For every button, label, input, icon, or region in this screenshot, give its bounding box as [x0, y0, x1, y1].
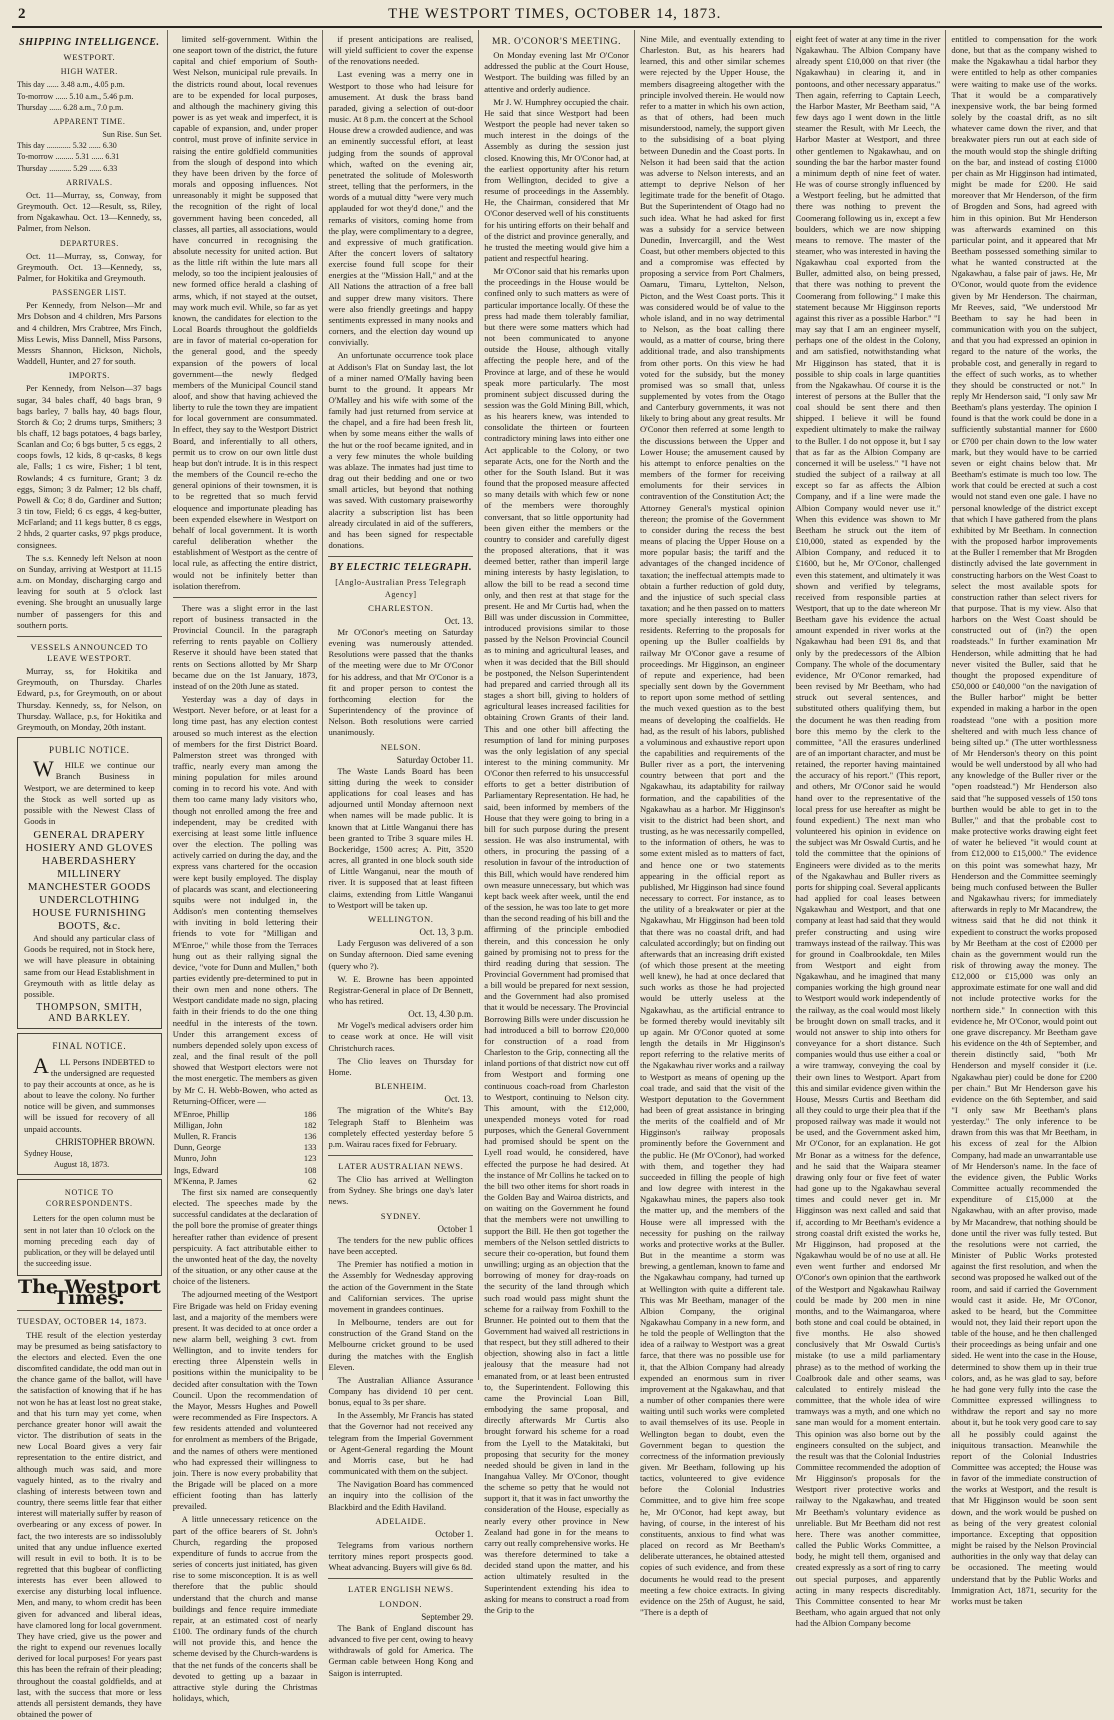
candidate-name: Ings, Edward — [173, 1165, 219, 1175]
wellington-heading: WELLINGTON. — [368, 913, 434, 924]
telegram-text: In the Assembly, Mr Francis has stated that the Governor had not received any telegram from the Imperial Government or Agent-General regarding the Mount and Morris case, but he had communicated with them on the subject. — [328, 1410, 474, 1477]
vote-count: 108 — [303, 1165, 317, 1175]
goods-item: BOOTS, &c. — [57, 920, 121, 933]
dateline: Saturday October 11. — [396, 754, 474, 765]
divider — [17, 636, 162, 637]
vessels-heading: VESSELS ANNOUNCED TO LEAVE WESTPORT. — [30, 641, 149, 663]
columns — [12, 30, 1102, 1719]
sydney-heading: SYDNEY. — [380, 1210, 421, 1221]
arrivals-subhead: ARRIVALS. — [66, 177, 113, 187]
masthead — [12, 6, 1102, 28]
issue-dateline: TUESDAY, OCTOBER 14, 1873. — [17, 1315, 147, 1326]
public-notice-text: WHILE we continue our Branch Business in Westport, we are determined to keep the Stock as well sorted up as possible with the Newest Class of Goods in — [24, 756, 155, 826]
telegram-text: The migration of the White's Bay Telegraph Staff to Blenheim was completely effected yesterday before 5 p.m. Wairau races fixed for February. — [328, 1105, 474, 1149]
table-row — [173, 1153, 318, 1164]
article-paragraph: The adjourned meeting of the Westport Fire Brigade was held on Friday evening last, and a majority of the members were present. It was decided to at once order a new alarm bell, weighing 3 cwt. from Wellington, and to invite tenders for erecting three Alpenstein wells in positions within the municipality to be decided after consultation with the Town Council. Upon the recommendation of the Mayor, Messrs Hughes and Powell were recommended as Fire Inspectors. A few residents attended and volunteered for enrolment as members of the Brigade, and the names of others were mentioned who had expressed their willingness to join. There is now every probability that the Brigade will be placed on a more efficient footing than has latterly prevailed. — [172, 1289, 318, 1512]
goods-item: HABERDASHERY — [42, 855, 137, 868]
column-1 — [12, 30, 168, 1719]
arrivals-text: Oct. 11—Murray, ss, Conway, from Greymouth. Oct. 12—Result, ss, Riley, from Ngakawhau. Oct. 13—Kennedy, ss, Palmer, from Nelson. — [17, 189, 162, 234]
table-row — [173, 1176, 318, 1187]
candidate-name: Milligan, John — [173, 1121, 223, 1130]
later-english-heading: LATER ENGLISH NEWS. — [347, 1584, 454, 1595]
imports-subhead: IMPORTS. — [68, 371, 110, 381]
tide-line: To-morrow ...... 5.10 a.m., 5.46 p.m. — [17, 91, 134, 101]
correspondents-text: Letters for the open column must be sent in not later than 10 o'clock on the morning preceding each day of publication, or they will be delayed until the succeeding issue. — [24, 1214, 155, 1269]
dateline: Oct. 13. — [444, 1094, 474, 1105]
correspondents-heading: NOTICE TO CORRESPONDENTS. — [45, 1188, 133, 1209]
passenger-subhead: PASSENGER LIST. — [52, 288, 127, 298]
telegram-text: The tenders for the new public offices have been accepted. — [328, 1234, 474, 1257]
high-water-subhead: HIGH WATER. — [60, 67, 118, 77]
article-paragraph: if present anticipations are realised, will yield sufficient to cover the expense of the renovations needed. — [328, 34, 474, 67]
article-paragraph: The first six named are consequently elected. The speeches made by the successful candidates at the declaration of the poll bore the promise of greater things hereafter rather than evidence of present perspicuity. A fact attributable either to the unwonted heat of the day, the novelty of the situation, or any other cause at the choice of the listeners. — [172, 1186, 318, 1287]
telegram-text: Lady Ferguson was delivered of a son on Sunday afternoon. Died same evening (query who ?). — [328, 938, 474, 971]
meeting-heading: MR. O'CONOR'S MEETING. — [492, 37, 622, 47]
table-row — [173, 1131, 318, 1142]
article-paragraph: An unfortunate occurrence took place at Addison's Flat on Sunday last, the lot of a miner named O'Mally having been burnt to the ground. It appears Mr O'Malley and his wife with some of the family had just returned from service at the chapel, and a fire had been fresh lit, when by some means either the walls of the hut or the roof became ignited, and in a very few minutes the whole building was ablaze. The inmates had just time to drag out their bedding and one or two small articles, but beyond that nothing was saved. With customary praiseworthy alacrity a subscription list has been already circulated in aid of the sufferers, and has been signed for respectable donations. — [328, 350, 474, 551]
dateline: September 29. — [421, 1611, 474, 1622]
column-5 — [635, 30, 791, 1618]
apparent-time-subhead: APPARENT TIME. — [53, 116, 126, 126]
article-paragraph: On Monday evening last Mr O'Conor addressed the public at the Court House, Westport. The building was filled by an attentive and orderly audience. — [484, 50, 629, 94]
column-4 — [479, 30, 635, 1615]
charleston-heading: CHARLESTON. — [368, 602, 434, 613]
vote-count: 182 — [303, 1121, 317, 1130]
telegram-text: Mr O'Conor's meeting on Saturday evening was numerously attended. Resolutions were passed that the thanks of the meeting were due to Mr O'Conor for his address, and that Mr O'Conor is a fit and proper person to contest the forthcoming election for the Superintendency of the province of Nelson. Both resolutions were carried unanimously. — [328, 626, 474, 738]
sun-line: Thursday ........... 5.29 ...... 6.33 — [17, 163, 118, 173]
dateline: Oct. 13, 4.30 p.m. — [408, 1009, 474, 1020]
candidate-name: Munro, John — [173, 1154, 217, 1164]
final-notice-date: August 18, 1873. — [54, 1159, 110, 1169]
dateline: Oct. 13, 3 p.m. — [419, 927, 474, 938]
column-2 — [168, 30, 324, 1703]
article-paragraph: There was a slight error in the last report of business transacted in the Provincial Council. In the paragraph referring to rents payable on Colliery Reserve it should have been stated that rents on Sections allotted by Mr Sharp became due on the 1st January, 1873, instead of on the 20th June as stated. — [172, 602, 318, 691]
candidate-name: Mullen, R. Francis — [173, 1132, 237, 1142]
candidate-name: M'Kenna, P. James — [173, 1176, 238, 1186]
telegram-text: The Premier has notified a motion in the Assembly for Wednesday approving the action of the Government in the State and Californian services. The uprise movement in grandees continues. — [328, 1259, 474, 1314]
firm-signature: THOMPSON, SMITH, AND BARKLEY. — [36, 1002, 143, 1025]
sun-line: To-morrow ......... 5.31 ...... 6.31 — [17, 152, 120, 162]
departures-subhead: DEPARTURES. — [59, 238, 119, 248]
article-paragraph: Mr O'Conor said that his remarks upon the proceedings in the House would be confined only to such matters as were of particular importance locally. Of these the press had made them tolerably familiar, but there were some matters which had not been communicated to anyone outside the House, although vitally affecting the people here, and of the Province at large, and of these he would speak more particularly. The most prominent subject discussed during the session was the Gold Mining Bill, which, as his hearers knew, was intended to consolidate the thirteen or fourteen contradictory mining laws into either one Act applicable to the Colony, or two separate Acts, one for the North and the other for the South Island. But it was found that the proposed measure affected so many details with which few or none of the members were thoroughly conversant, that so little opportunity had been given either the members or the country to consider and carefully digest the proposed alterations, that it was deemed better, rather than imperil large mining interests by hasty legislation, to allow the bill to be read a second time only, and then rest at that stage for the present. He and Mr Curtis had, when the Bill was under discussion in Committee, introduced provisions similar to those passed by the Nelson Provincial Council as to mining and agricultural leases, and when it was decided that the Bill should be postponed, the Nelson Superintendent had prepared and carried through all its stages a short bill, giving to holders of agricultural leases increased facilities for obtaining Crown Grants of their land. This and one other bill affecting the resumption of land for mining purposes was the only legislation of any special interest to the mining community. Mr O'Conor then referred to his unsuccessful efforts to get a better distribution of Parliamentary Representation. He had, he said, been informed by members of the House that they were going to bring in a bill for such purpose during the present session. He was also instrumental, with others, in procuring the passing of a resolution in favour of the introduction of this Bill, which would have rendered him own measure unnecessary, but which was kept back week after week, until the end of the session, he was too late to get more than the second reading of his bill and the affirming of the principle embodied therein, and this concession he only gained by promising not to press for the third reading during that session. The Provincial Government had promised that a bill would be prepared for next session, and the Government had also promised that it would be necessary. The Provincial Borrowing Bills were under discussion he had introduced a bill to borrow £20,000 for construction of a road from Charleston to the Grip, connecting all the inland portions of that district now cut off from Westport and forming one continuous coach-road from Charleston to Westport, continuing to Nelson city. This amount, with the £12,000, unexpended moneys voted for road purposes, which the General Government had promised should be spent on the Lyell road would, he considered, have effected the purpose he had desired. At the instance of Mr Collins he tacked on to the bill two other items for short roads in the Golden Bay and Wairoa districts, and on waiting on the Government he found that the members were not unwilling to support the Bill. He then got together the members of the Nelson settled districts to secure their co-operation, but found them unwilling; urging as an objection that the borrowing of money for dray-roads on the security of the land through which such road would pass might shunt the scheme for a railway from Foxhill to the Brunner. He pointed out to them that the Government had waived all restrictions in that respect, but they still adhered to their objection, showing also in fact a little jealousy that the measure had not emanated from, or at least been entrusted to, the Superintendent. Following this came the Provincial Loan Bill, embodying the same proposal, and directly afterwards Mr Curtis also brought forward his scheme for a road from the Lyell to the Matakitaki, but proposing that security for the money needed should be given in land in the Inangahua Valley. Mr O'Conor, thought the scheme so petty that he would not support it, that it was in fact unworthy the consideration of the House, especially as nearly every other province in New Zealand had gone in for the means to carry out really comprehensive works. He was therefore determined to take a decided stand upon the matter, and his action ultimately resulted in the Superintendent extending his idea to asking for means to construct a road from the Grip to the — [484, 266, 629, 1615]
goods-item: GENERAL DRAPERY — [33, 829, 146, 842]
column-6 — [791, 30, 947, 1629]
candidate-name: M'Enroe, Phillip — [173, 1109, 230, 1119]
poll-results-table — [173, 1109, 318, 1187]
departures-text: Oct. 11—Murray, ss, Conway, for Greymouth. Oct. 13—Kennedy, ss, Palmer, for Hokitika and Greymouth. — [17, 250, 162, 283]
westport-subhead: WESTPORT. — [63, 52, 116, 63]
divider — [328, 1155, 473, 1156]
telegram-text: The Bank of England discount has advanced to five per cent, owing to heavy withdrawals of gold for America. The German cable between Hong Kong and Saigon is interrupted. — [328, 1622, 474, 1678]
divider — [328, 556, 473, 557]
telegram-text: Telegrams from various northern territory mines report prospects good. Wheat advancing. Buyers will give 6s 8d. — [328, 1540, 474, 1573]
goods-item: HOUSE FURNISHING — [32, 907, 147, 920]
tide-line: This day ...... 3.48 a.m., 4.05 p.m. — [17, 80, 125, 90]
kennedy-note: The s.s. Kennedy left Nelson at noon on Sunday, arriving at Westport at 11.15 a.m. on Monday, discharging cargo and leaving for south at 5 o'clock last evening. She brought an unusually large number of passengers for this and southern ports. — [17, 552, 162, 630]
telegraph-note: [Anglo-Australian Press Telegraph Agency] — [335, 578, 467, 599]
article-paragraph: Nine Mile, and eventually extending to Charleston. But, as his hearers had learned, this and other similar schemes were rejected by the Upper House, the members disagreeing altogether with the principle involved therein. He would now refer to a matter in which his own action, as that of others, had been much misunderstood, namely, the support given to the subsidising of a boat plying between Dunedin and the Coast ports. In Nelson it had been said that the action was adverse to Nelson interests, and an attempt to deprive Nelson of her legitimate trade for the benefit of Otago. But the Superintendent of Otago had no such idea. What he had asked for first was a subsidy for a service between Dunedin, Invercargill, and the West Coast, but other members objected to this and a compromise was effected by proposing a service from Port Chalmers, Oamaru, Timaru, Lyttelton, Nelson, Picton, and the West Coast ports. This it was considered would be of value to the whole island, and in no way detrimental to Nelson, as the boat calling there would, as a matter of course, bring there additional trade, and also transhipments from other ports. On this view he had voted for the subsidy, but the money promised was so small that, unless supplemented by votes from the Otago and Canterbury governments, it was not likely to bring about any great results. Mr O'Conor then referred at some length to the discussions between the Upper and Lower House; the amusement caused by his attempt to enforce penalties on the members of the former for receiving emoluments for their services in contravention of the Constitution Act; the Attorney General's mystical opinion thereon; the promise of the Government to consider during the recess the best means of placing the Upper House on a more popular basis; the tariff and the advantages of the changed incidence of taxation; the ineffectual attempts made to obtain a further reduction of gold duty, and the injustice of such special class taxation; and he then passed on to matters more specially interesting to Buller residents. Referring to the proposals for opening up the Buller coalfields by railway Mr O'Conor gave a resume of proceedings. Mr Higginson, an engineer of repute and experience, had been specially sent down by the Government to report upon some method of settling the much vexed question as to the best means of developing the coalfields. He had, as the result of his labors, published a voluminous and exhaustive report upon the capabilities and requirements of the Buller river as a port, the intervening country between that port and the Ngakawhau, its adaptability for railway formation, and the capabilities of the Ngakawhau as a harbor. Mr Higginson's visit to the district had been short, and trusting, as he was necessarily compelled, to the information of others, he was to some extent misled as to matters of fact, and hence one or two statements appearing in the official report as published, Mr Higginson had since found necessary to correct. For instance, as to the utility of a breakwater or pier at the Ngakawhau, Mr Higginson had been told that there was no coastal drift, and had calculated accordingly; but on finding out afterwards that an increasing drift existed (of which those present at the meeting well knew), he had at once declared that such works as those he had projected would be utterly useless at the Ngakawhau, as the artificial entrance to be formed thereby would inevitably silt up again. Mr O'Conor quoted at some length the details in Mr Higginson's report referring to the relative merits of the Ngakawhau river works and a railway to Westport as means of opening up the coal trade, and said that the visit of the Westport deputation to the Government had been of great assistance in bringing the merits of the coalfield and of Mr Higginson's railway proposals prominently before the Government and the public. He (Mr O'Conor), had worked with them, and together they had succeeded in filling the people of high and low degree with interest in the Ngakawhau mines, the papers also took the matter up, and the members of the House were all impressed with the necessity for pushing on the railway works and protective works at the Buller. But in the meantime a storm was brewing, a gentleman, known to fame and the Ngakawhau company, had turned up at Wellington with quite a different tale. This was Mr Beetham, manager of the Albion Company, the original Ngakawhau Company in a new form, and he told the people of Wellington that the idea of a railway to Westport was a great farce, that there was no possible use for it, that the Albion Company had already expended an enormous sum in river improvement at the Ngakawhau, and that a number of other companies there were waiting until such works were completed to avail themselves of its use. People in Wellington began to doubt, even the Government began to question the correctness of the information previously given. Mr Beetham, following up his tactics, volunteered to give evidence before the Colonial Industries Committee, and to give him free scope he, Mr O'Conor, had kept away, but having, of course, in the interest of his constituents, anxious to find what was placed on record as Mr Beetham's deliberate utterances, he obtained attested copies of such evidence, and from these documents he would read to the present meeting a few choice extracts. In giving evidence on the 25th of August, he said, "There is a depth of — [639, 34, 785, 1618]
final-notice-text: ALL Persons INDEBTED to the undersigned are requested to pay their accounts at once, as he is about to leave the colony. No further notice will be given, and summonses will be issued for recovery of all unpaid accounts. — [24, 1052, 155, 1134]
column-7 — [946, 30, 1102, 1606]
imports-text: Per Kennedy, from Nelson—37 bags sugar, 34 bales chaff, 40 bags bran, 9 bags barley, 7 balls hay, 40 bags flour, Storch & Co; 2 drums turps, Smithers; 3 bls chaff, 12 bags potatoes, 4 bags barley, Scanlan and Co; 6 bgs butter, 5 cs eggs, 2 coops fowls, 12 kids, 8 qr-casks, 8 kegs ale, Falls; 1 cs wire, Fisher; 1 bl tent, Rowlands; 4 cs furniture, Grant; 3 dz eggs, Simon; 3 dz Palmer; 12 bls chaff, Powell & Co; 8 do, Gardiner and Sutton; 3 tin tow, Field; 6 cs eggs, 4 keg-butter, McFarland; and 11 kegs butter, 8 cs eggs, 2 hhds, 2 quarter casks, 97 pkgs produce, consignees. — [17, 383, 162, 550]
divider — [328, 1578, 473, 1579]
public-notice-ad — [17, 737, 162, 1029]
london-heading: LONDON. — [379, 1598, 423, 1609]
final-notice-place: Sydney House, — [24, 1148, 73, 1158]
correspondents-notice — [17, 1179, 162, 1276]
article-paragraph: Mr J. W. Humphrey occupied the chair. He said that since Westport had been Westport the people had never taken so much interest in the doings of the Assembly as during the session just closed. Knowing this, Mr O'Conor had, at the earliest opportunity after his return from Wellington, decided to give a resume of proceedings in the Assembly. He, the Chairman, considered that Mr O'Conor deserved well of his constituents for his untiring efforts on their behalf and of the district and province generally, and he trusted the meeting would give him a patient and respectful hearing. — [484, 96, 629, 263]
goods-item: MILLINERY — [57, 868, 122, 881]
final-notice-heading: FINAL NOTICE. — [52, 1041, 127, 1052]
telegraph-heading: BY ELECTRIC TELEGRAPH. — [329, 562, 473, 574]
shipping-heading: SHIPPING INTELLIGENCE. — [19, 37, 160, 48]
goods-item: MANCHESTER GOODS — [27, 881, 151, 894]
dateline: October 1 — [437, 1223, 474, 1234]
newspaper-nameplate: The Westport Times. — [17, 1276, 161, 1310]
later-australian-heading: LATER AUSTRALIAN NEWS. — [338, 1161, 464, 1171]
vessels-text: Murray, ss, for Hokitika and Greymouth, on Thursday. Charles Edward, p.s, for Greymouth, on or about Thursday. Kennedy, ss, for Nelson, on Thursday. Wallace, p.s, for Hokitika and Greymouth, on Monday, 20th instant. — [17, 666, 162, 732]
goods-item: HOSIERY AND GLOVES — [25, 842, 154, 855]
sun-header: Sun Rise. Sun Set. — [102, 130, 162, 140]
sun-line: This day ............ 5.32 ...... 6.30 — [17, 141, 117, 151]
blenheim-heading: BLENHEIM. — [374, 1081, 427, 1092]
telegram-text: The Waste Lands Board has been sitting during the week to consider applications for coal leases and has adjourned until Monday afternoon next when names will be made public. It is known that at Little Wanganui there has been granted to Tribe 3 square miles H. Bockeridge, 1500 acres; A. Pitt, 3520 acres, all granted in one block south side of Little Wanganui, near the mouth of river. It is supposed that at least fifteen claims, extending from Little Wanganui to Westport will be taken up. — [328, 765, 474, 910]
public-notice-heading: PUBLIC NOTICE. — [49, 745, 130, 756]
dateline: October 1. — [435, 1528, 474, 1539]
final-notice-signature: CHRISTOPHER BROWN. — [55, 1136, 155, 1147]
article-paragraph: limited self-government. Within the one seaport town of the district, the future capital and chief emporium of South-West Nelson, municipal rule prevails. In the districts round about, local revenues are to be expended for local purposes, and although the machinery giving this power is as yet weak and imperfect, it is capable of expansion, and, under proper control, must prove of infinite service in raising the entire goldfield communities from the slough of despond into which they have been driven by the force of morals and opposing influences. Not unreasonably it might be supposed that the recognition of the right of local government having been conceded, all classes, all parties, all associations, would have concurred in recognising the absolute necessity for united action. But as the little rift within the lute mars all melody, so too the incipient jealousies of new formed office herald a clashing of arms, which, if not stayed at the outset, may work much evil. While, so far as yet known, the candidates for election to the Local Boards throughout the goldfields are in favor of material co-operation for the general good, and the speedy expansion of the powers of local government—the newly fledged members of the Municipal Council stand aloof, and show that having achieved the liberty to rule the town they are impatient for local government are consummated. In effect, they say to the Westport District Board, and inferentially to all others, permit us to crow on our own little dust heap but don't intrude. It is in this respect the members of the Council re-echo the general opinions of their townsmen, it is to be regretted that so much fervid eloquence and importunate pleading has been expended elsewhere in Westport on behalf of local government. It is worth careful deliberation whether the establishment of Westport as the centre of local rule, as affecting the entire district, would not be infinitely better than isolation therefrom. — [172, 34, 318, 591]
page-number: 2 — [18, 6, 26, 22]
telegram-text: The Australian Alliance Assurance Company has dividend 10 per cent. bonus, equal to 3s per share. — [328, 1374, 474, 1408]
article-paragraph: Last evening was a merry one in Westport to those who had leisure for amusement. At dusk the brass band paraded, giving a selection of out-door music. At 8 p.m. the concert at the School House drew a crowded audience, and was an eminently successful effort, at least judging from the sounds of approval which, wafted on the evening air, penetrated the solitude of Molesworth street, telling that the performers, in the words of a mutual ditty "were very much applauded for wot they'd done," and the remarks of visitors, coming home from the play, were complimentary to a degree, and expressive of much gratification. After the concert lovers of saltatory exercise found full scope for their energies at the "Mission Hall," and at the All Nations the attraction of a free ball and supper drew many visitors. There were also friendly greetings and happy sentiments expressed in many nooks and corners, and the election day wound up convivially. — [328, 69, 474, 348]
column-3 — [323, 30, 479, 1678]
final-notice-ad — [17, 1033, 162, 1175]
adelaide-heading: ADELAIDE. — [375, 1515, 427, 1526]
telegram-text: In Melbourne, tenders are out for construction of the Grand Stand on the Melbourne cricket ground to be used during the matches with the English Eleven. — [328, 1317, 474, 1372]
vote-count: 133 — [303, 1143, 317, 1153]
leader-text: THE result of the election yesterday may be presumed as being satisfactory to the electors and elected. Even the one discomfited candidate, the odd man out in the chance game of the ballot, will have the satisfaction of knowing that if he has not won he has at least lost no great stake, and that his turn may yet come, when perchance greater honor will await the victor. The distribution of seats in the new Local Board gives a very fair representation to the entire district, and although much was said, and more vaguely hinted, as to the rivalry and clashing of interests between town and country, there seems little fear that either interest will materially suffer by reason of overbearing or any excess of power. In fact, the two interests are so indissolubly united that any undue influence exerted will result in evil to both. It is to be regretted that this bugbear of conflicting interests has ever been allowed to exercise any disturbing local influence. Men, and many, to whom credit has been given for advanced and liberal ideas, have clamored long for local government. They have cried, give us the power and the right to expend our revenues locally derived for local purposes! For years past this has been the refrain of their pleading; throughout the coastal goldfields, and at last, with the success that more or less attends all persistent demands, they have obtained the power of — [17, 1329, 162, 1719]
telegram-text: W. E. Browne has been appointed Registrar-General in place of Dr Bennett, who has retired. — [328, 973, 474, 1006]
telegram-text: The Navigation Board has commenced an inquiry into the collision of the Blackbird and the Edith Haviland. — [328, 1479, 474, 1512]
candidate-name: Dunn, George — [173, 1143, 222, 1153]
goods-item: UNDERCLOTHING — [39, 894, 140, 907]
article-paragraph: Yesterday was a day of days in Westport. Never before, or at least for a long time past, has any election contest aroused so much interest as the election of members for the first District Board. Palmerston street was thronged with traffic, nearly every man among the mining population for miles around coming in to record his vote. And with them too came many lady visitors who, though not enrolled among the free and independent, may be credited with exercising at least some little influence over the election. The polling was actively carried on during the day, and the express vans chartered for the occasion were kept busily employed. The display of placards was scant, and electioneering squibs were not indulged in, the Addison's men contenting themselves with inviting in bold lettering their friends to vote for "Milligan and M'Enroe," while those from the Terraces hung out as their rallying signal the device, "vote for Dunn and Mullen," both parties evidently pre-determined to put in their own men and none others. The Westport candidate made no sign, placing faith in their friends to do the one thing needful in the interests of the town. Under this arrangement excess of numbers depended solely upon excess of zeal, and the final result of the poll showed that Westport electors were not the most energetic. The members as given by Mr C. H. Webb-Bowen, who acted as Returning-Officer, were — — [172, 694, 318, 1106]
table-row — [173, 1165, 318, 1176]
public-notice-tail: And should any particular class of Goods be required, not in Stock here, we will have pleasure in obtaining same from our Head Establishment in Greymouth with as little delay as possible. — [24, 933, 155, 999]
divider — [173, 597, 318, 598]
vote-count: 186 — [303, 1109, 317, 1119]
table-row — [173, 1120, 318, 1131]
nelson-heading: NELSON. — [380, 741, 421, 752]
telegram-text: The Clio has arrived at Wellington from Sydney. She brings one day's later news. — [328, 1174, 474, 1207]
divider — [17, 1310, 162, 1311]
vote-count: 136 — [303, 1132, 317, 1142]
vote-count: 123 — [303, 1154, 317, 1164]
passenger-text: Per Kennedy, from Nelson—Mr and Mrs Dobson and 4 children, Mrs Parsons and 4 children, Mrs Crabtree, Mrs Finch, Miss Lewis, Miss Dannell, Miss Parsons, Messrs Shannon, Hickson, Nichols, Waddell, Hunter, and 27 for south. — [17, 300, 162, 367]
telegram-text: The Clio leaves on Thursday for Home. — [328, 1055, 474, 1077]
table-row — [173, 1142, 318, 1153]
dateline: Oct. 13. — [444, 615, 474, 626]
telegram-text: Mr Vogel's medical advisers order him to cease work at once. He will visit Christchurch races. — [328, 1020, 474, 1053]
tide-line: Thursday ...... 6.28 a.m., 7.0 p.m. — [17, 102, 124, 112]
article-paragraph: entitled to compensation for the work done, but that as the company wished to make the Ngakawhau a tidal harbor they were entitled to help as other companies were waiting to make use of the works. That it would be a comparatively inexpensive work, the bar being formed solely by the coastal drift, as no silt whatever came down the river, and that breakwater piers run out at each side of the mouth would stop the shingle drifting on the bar, and instead of costing £1000 per chain as Mr Higginson had intimated, might be made for £200. He said moreover that Mr Henderson, of the firm of Brogden and Sons, had agreed with him in this opinion. But Mr Henderson was afterwards examined on this particular point, and it appeared that Mr Beetham possessed something similar to what he wanted constructed at the Ngakawhau, a false pair of jaws. He, Mr O'Conor, would quote from the evidence given by Mr Henderson. The chairman, Mr Reeves, said, "We understood Mr Beetham to say he had been in communication with you on the subject, and that you had expressed an opinion in regard to the nature of the works, the probable cost, and generally in regard to the effect of such works, as to whether they should be constructed or not." In reply Mr Henderson said, "I only saw Mr Beetham's plans yesterday. The opinion I found is that the work could be done in a sufficiently substantial manner for £600 or £700 per chain down to the low water mark, but they would have to be carried seven or eight chains below that. Mr Beetham's estimate is much too low. The work that could be erected at such a cost would not stand even one gale. I have no personal knowledge of the district except that which I have gathered from the plans exhibited by Mr Beetham. In connection with the proposed harbor improvements at the Buller I remember that Mr Brogden distinctly advised the late government in constructing harbors on the West Coast to select the most available spots for construction rather than select rivers for that purpose. That is my view. Also that harbors on the West Coast should be constructed out of (in?) the open roadsteads." In further examination Mr Henderson, while admitting that he had never visited the Buller, said that he thought the proposed expenditure of £50,000 or £40,000 "on the navigation of the Buller harbor" might be better expended in making a harbor in the open roadstead "one with a position more sheltered and with much less chance of being silted up." (The utter worthlessness of Mr Henderson's theory on this point would be well understood by all who had any knowledge of the Buller river or the "open roadstead.") Mr Henderson also said that "he supposed vessels of 150 tons burthen would be able to get in to the Buller," and that the probable cost to make protective works drawing eight feet of water he believed "it would count at from £12,000 to £15,000." The evidence on this point was somewhat hazy, Mr Henderson and the Committee seemingly being much confused between the Buller and Ngakawhau rivers; for immediately afterwards in reply to Mr Macandrew, the witness said that he did not think it expedient to construct the works proposed by Mr Beetham at the cost of £2000 per chain as the government would run the risk of throwing away the money. The £12,000 or £15,000 was only an approximate estimate for one wall and did not include protective works for the northern side." In connection with this evidence he, Mr O'Conor, would point out one grave discrepancy. Mr Beetham gave his evidence on the 4th of September, and therein distinctly said, "both Mr Henderson and myself consider it (i.e. Ngakawhau pier) could be done for £200 per chain." But Mr Henderson gave his evidence on the 6th September, and said "I only saw Mr Beetham's plans yesterday." The only inference to be drawn from this was that Mr Beetham, in his excess of zeal for the Albion Company, had made an unwarrantable use of Mr Henderson's name. In the face of the evidence given, the Public Works Committee actually recommended the expenditure of £15,000 at the Ngakawhau, with an after proviso, made by Mr Macandrew, that nothing should be done until the river was fully tested. But the resolutions were not carried, the Minister of Public Works protested against the first resolution, and when the second was proposed he walked out of the room, and said if carried the Government would cast it aside. He, Mr O'Conor, asked to be heard, but the Committee would not, they laid their report upon the table of the house, and he then challenged their proceedings as being unfair and one sided. He went into the case in the House, determined to show them up in their true colors, and, as he was glad to say, before he had gone very fully into the case the Committee expressed willingness to withdraw the report and say no more about it, but he took very good care to say all he possibly could against the iniquitous transaction. Meanwhile the report of the Colonial Industries Committee was accepted; the House was in favor of the immediate construction of the works at Westport, and the result is that Mr Higginson would be soon sent down, and the work would be pushed on as being of the very greatest colonial importance. Excepting that opposition might be raised by the Nelson Provincial authorities in the only way that delay can be occasioned. The meeting would understand that by the Public Works and Immigration Act, 1871, security for the works must be taken — [951, 34, 1097, 1606]
article-paragraph: A little unnecessary reticence on the part of the office bearers of St. John's Church, regarding the proposed expenditure of funds to accrue from the series of concerts just initiated, has given rise to some misconception. It is as well therefore that the public should understand that the church and manse buildings and fence require immediate repair, at an estimated cost of nearly £100. The ordinary funds of the church will not provide this, and hence the scheme devised by the Church-wardens is that the net funds of the concerts shall be devoted to getting up a bazaar in attractive style during the Christmas holidays, which, — [172, 1514, 318, 1703]
vote-count: 62 — [308, 1176, 317, 1186]
article-paragraph: eight feet of water at any time in the river Ngakawhau. The Albion Company have already spent £10,000 on that river (the Ngakawhau) in clearing it, and in pontoons, and other necessary apparatus." Then again, referring to Captain Leech, the Harbor Master, Mr Beetham said, "A few days ago I went down in the little steamer the Result, with Mr Leech, the Harbor Master at Westport, and three other gentlemen to Ngakawhau, and on sounding the bar the harbor master found a minimum depth of nine feet of water. He was of course strongly influenced by a Westport feeling, but he admitted that there was nothing to prevent the Coomerang following us in, except a few boulders, which we are now shipping means to remove. The master of the steamer, who was interested in having the Ngakawhau coal exported from the Buller, admitted also, on being pressed, that there was nothing to prevent the Coomerang from following." I make this statement because Mr Higginson reports against this river as a possible Harbor." "I may say that I am an engineer myself, perhaps one of the oldest in the Colony, and am satisfied, notwithstanding what Mr Higginson has stated, that it is possible to ship coals in large quantities from the Ngakawhau. Of course it is the interest of persons at the Buller that the coal should be sent there and then shipped. I believe it will be found expedient ultimately to make the railway to the Buller. I do not oppose it, but I say that as far as the Albion Company are concerned it will be useless." "I have not studied the subject of a railway at all except so far as affects the Albion Company, and if a line were made the Albion Company would never use it." When this evidence was shown to Mr Beetham he struck out the item of £10,000, stated as expended by the Albion Company, and reduced it to £1600, but he, Mr O'Conor, challenged even this statement, and ultimately it was shown and verified by telegrams, received from responsible parties at Westport, that up to the date whereon Mr Beetham gave his evidence the actual amount expended in river works at the Ngakawhau had been £91 8s, and that only by the predecessors of the Albion Company. The whole of the documentary evidence, Mr O'Conor remarked, had been revised by Mr Beetham, who had struck out several sentences, and substituted others qualifying them, but the document he was then reading from bore this memo by the clerk to the committee, "All the erasures underlined are of an important character, and must be retained, the reporter having maintained the accuracy of his report." (This report, and others, Mr O'Conor said he would hand over to the representative of the local press for use hereafter as might be found expedient.) The next man who volunteered his opinion in evidence on the subject was Mr Oswald Curtis, and he told the committee that the opinions of Engineers were divided as to the merits of the Ngakawhau and Buller rivers as ports for shipping coal. Several applicants had applied for coal leases between Ngakawhau and Westport, and that one company at least had said that they would prefer constructing and using wire tramways instead of the railway. This was for ground in Coalbrookdale, ten Miles from Westport and eight from Ngakawhau, and he imagined that many companies working the high ground near to Westport would work independently of the railway, as the coal would most likely be brought down on small tracks, and it would not answer to ship into others for conveyance for a short distance. Such companies would thus use either a coal or a wire tramway, conveying the coal by their own lines to Westport. Apart from this and similar evidence given within the House, Messrs Curtis and Beetham did all they could to urge their plea that if the proposed railway was made it would not be used, and the Government asked him, Mr O'Conor, for an explanation. He got Mr Bonar as a witness for the defence, and he said that the Waipara steamer drawing only four or five feet of water had gone up to the Ngakawhau several times and could never get in. Mr Higginson was next called and said that if, according to Mr Beetham's evidence a strong coastal drift existed the works he, Mr Higginson, had proposed at the Ngakawhau would be of no use at all. He even went further and endorsed Mr O'Conor's own opinion that the earthwork of the Westport and Ngakawhau Railway could be made by 200 men in nine months, and to the Waimangaroa, where both stone and coal could be obtained, in five months. He also showed conclusively that Mr Oswald Curtis's mistake (to use a mild parliamentary phrase) as to the method of working the Coalbrook dale and other seams, was calculated to entirely mislead the committee, that the whole idea of wire tramways was a myth, and one which no sane man would for a moment entertain. This opinion was also borne out by the engineers consulted on the subject, and the result was that the Colonial Industries Committee recommended the adoption of Mr Higginson's proposals for the Westport river protective works and railway to the Ngakawhau, and treated Mr Beetham's voluntary evidence as unreliable. But Mr Beetham did not rest here. There was another committee, called the Public Works Committee, a body, he might tell them, organised and created expressly as a sort of ring to carry out special purposes, and apparently acting in many respects discreditably. This Committee consented to hear Mr Beetham, who again argued that not only had the Albion Company become — [795, 34, 941, 1629]
table-row — [173, 1109, 318, 1120]
masthead-title: THE WESTPORT TIMES, OCTOBER 14, 1873. — [388, 6, 722, 22]
